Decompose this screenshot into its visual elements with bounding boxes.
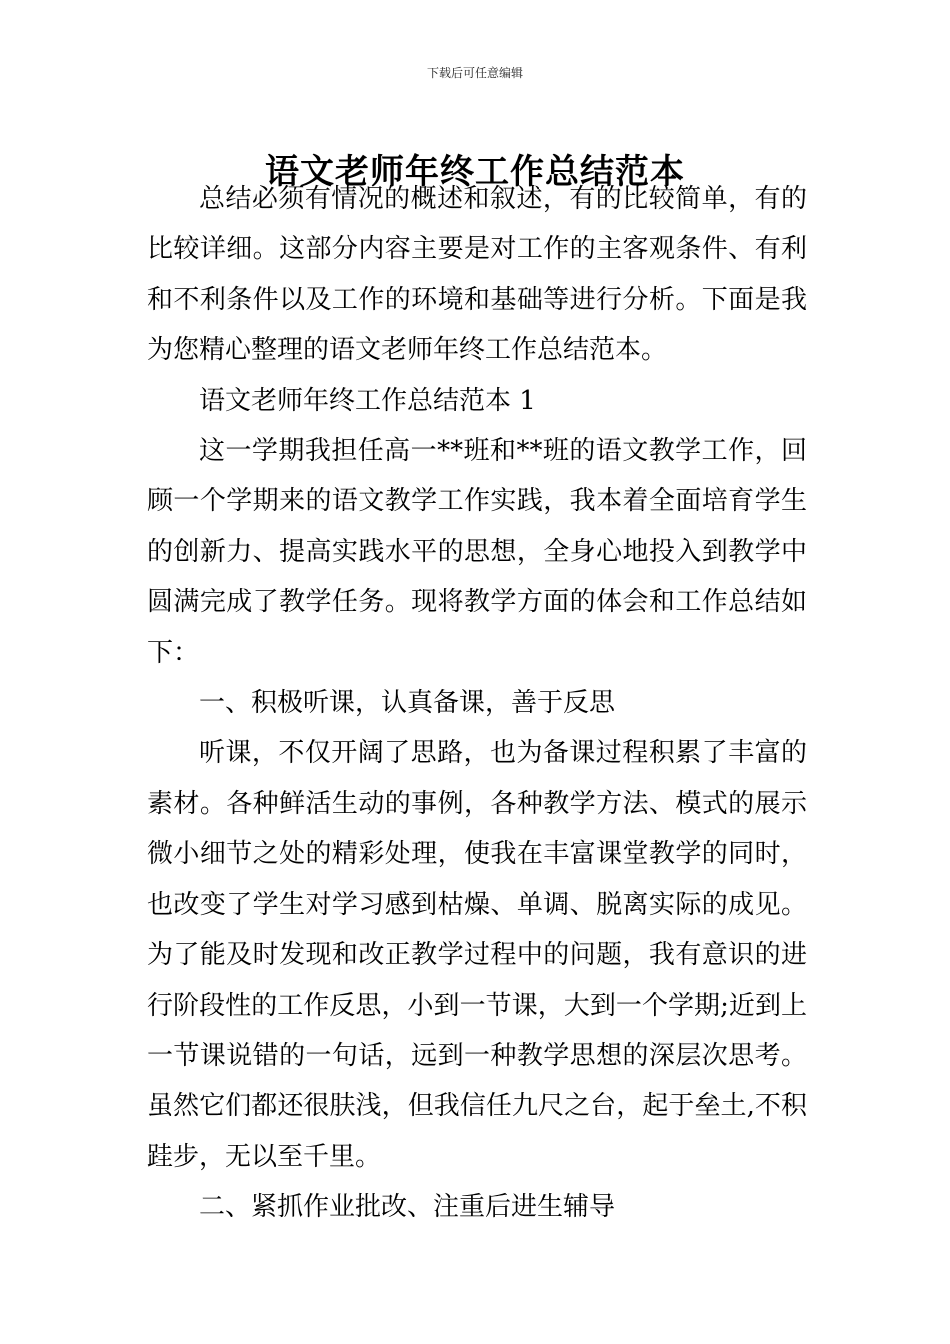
section-heading-2: 二、紧抓作业批改、注重后进生辅导 [199, 1192, 616, 1223]
document-body [147, 174, 807, 1233]
body-paragraph-1: 这一学期我担任高一**班和**班的语文教学工作，回顾一个学期来的语文教学工作实践，我本着全面培育学生的创新力、提高实践水平的思想，全身心地投入到教学中圆满完成了教学任务。现将教学方面的体会和工作总结如下： [147, 436, 807, 668]
section-heading-1: 一、积极听课，认真备课，善于反思 [199, 688, 616, 719]
document-title: 语文老师年终工作总结范本 [265, 151, 685, 192]
header-note: 下载后可任意编辑 [426, 66, 523, 80]
section-title-1: 语文老师年终工作总结范本 1 [199, 385, 536, 416]
body-paragraph-2: 听课，不仅开阔了思路，也为备课过程积累了丰富的素材。各种鲜活生动的事例，各种教学方法、模式的展示微小细节之处的精彩处理，使我在丰富课堂教学的同时，也改变了学生对学习感到枯燥、单调、脱离实际的成见。为了能及时发现和改正教学过程中的问题，我有意识的进行阶段性的工作反思，小到一节课，大到一个学期;近到上一节课说错的一句话，远到一种教学思想的深层次思考。虽然它们都还很肤浅，但我信任九尺之台，起于垒土,不积跬步，无以至千里。 [147, 738, 807, 1172]
intro-paragraph: 总结必须有情况的概述和叙述，有的比较简单，有的比较详细。这部分内容主要是对工作的主客观条件、有利和不利条件以及工作的环境和基础等进行分析。下面是我为您精心整理的语文老师年终工作总结范本。 [147, 184, 807, 366]
